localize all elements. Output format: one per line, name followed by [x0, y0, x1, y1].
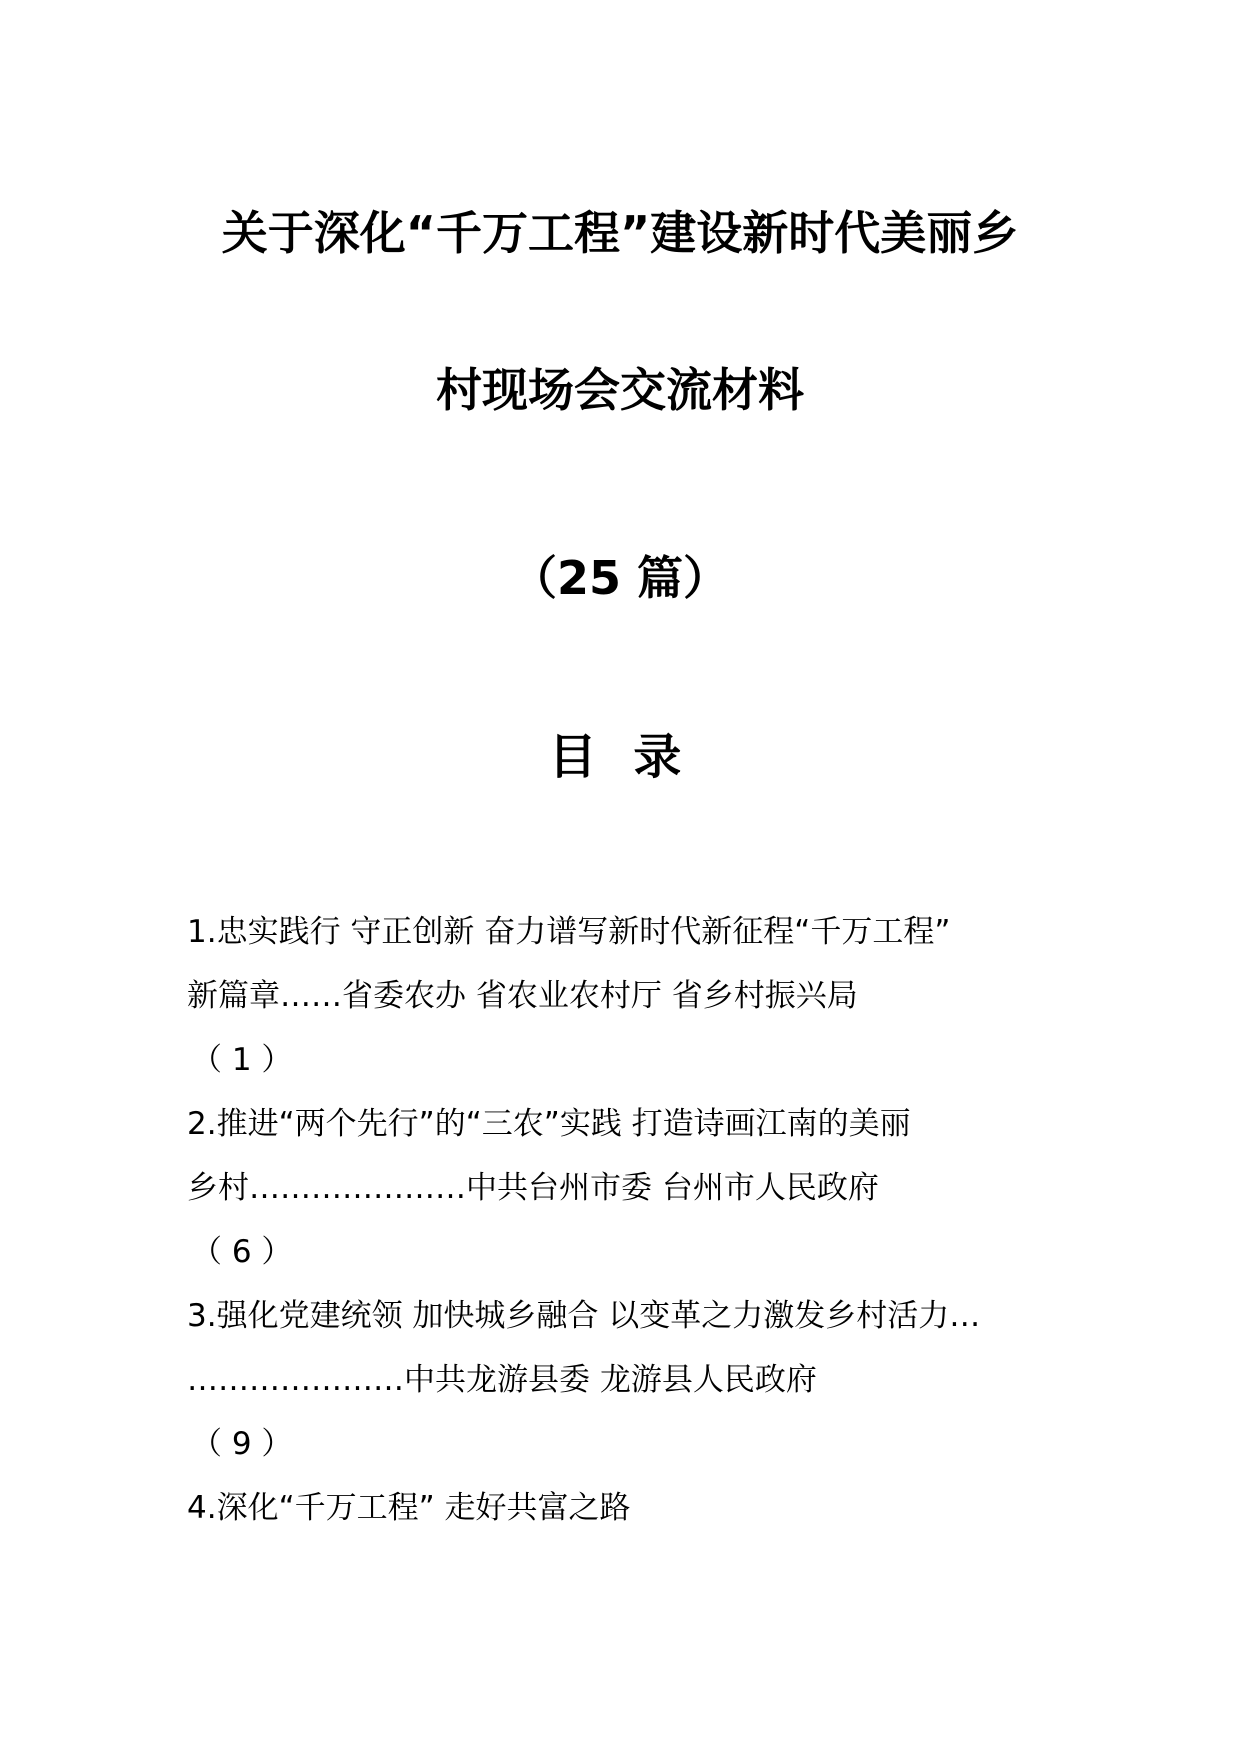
- document-title-line-1: 关于深化“千万工程”建设新时代美丽乡: [221, 206, 1019, 260]
- toc-entry-4-line-1: 4.深化“千万工程” 走好共富之路: [187, 1490, 631, 1526]
- toc-entry-2-page: （ 6 ）: [191, 1234, 293, 1270]
- toc-entry-2-line-1: 2.推进“两个先行”的“三农”实践 打造诗画江南的美丽: [187, 1106, 911, 1142]
- toc-heading: 目 录: [548, 729, 692, 785]
- toc-entry-3-line-1: 3.强化党建统领 加快城乡融合 以变革之力激发乡村活力…: [187, 1298, 981, 1334]
- toc-entry-1-line-2: 新篇章……省委农办 省农业农村厅 省乡村振兴局: [187, 978, 858, 1014]
- toc-entry-3-line-2: …………………中共龙游县委 龙游县人民政府: [187, 1362, 817, 1398]
- toc-entry-3-page: （ 9 ）: [191, 1426, 293, 1462]
- toc-entry-1-page: （ 1 ）: [191, 1042, 293, 1078]
- toc-entry-2-line-2: 乡村…………………中共台州市委 台州市人民政府: [187, 1170, 879, 1206]
- document-title-line-2: 村现场会交流材料: [436, 363, 804, 417]
- table-of-contents: [187, 912, 1067, 1552]
- document-count: （25 篇）: [510, 551, 730, 605]
- toc-entry-1-line-1: 1.忠实践行 守正创新 奋力谱写新时代新征程“千万工程”: [187, 914, 951, 950]
